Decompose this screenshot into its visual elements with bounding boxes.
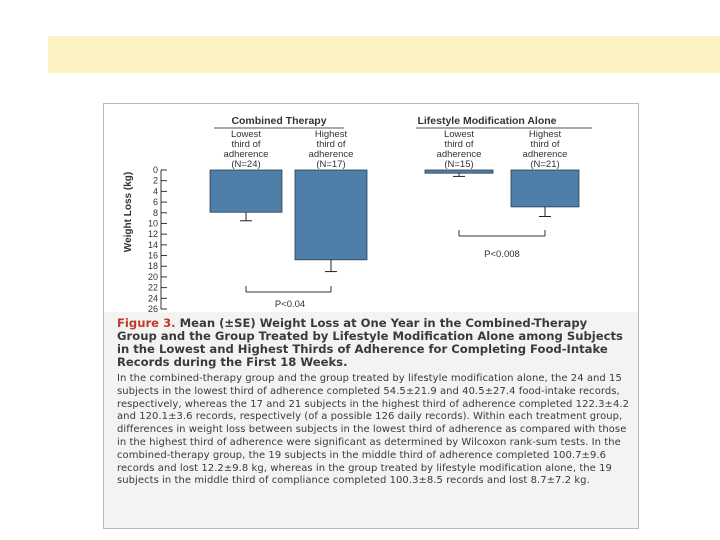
y-tick-label: 0	[152, 165, 158, 175]
y-tick-label: 20	[147, 271, 158, 282]
bar-label-line: adherence	[436, 149, 482, 160]
bar-label-combined-lowest	[224, 129, 269, 170]
caption-body: In the combined-therapy group and the group treated by lifestyle modification alone, the 24 and 15 subjects in the lowest third of adherence completed 54.5±21.9 and 40.5±27.4 food-intake records, respectively, whereas the 17 and 21 subjects in the highest third of adherence completed 122.3±4.2 and 120.1±3.6 records, respectively (of a possible 126 daily records). Within each treatment group, differences in weight loss between subjects in the lowest third of adherence as compared with those in the highest third of adherence were significant as determined by Wilcoxon rank-sum tests. In the combined-therapy group, the 19 subjects in the middle third of adherence completed 100.7±9.6 records and lost 12.2±9.8 kg, whereas in the group treated by lifestyle modification alone, the 19 subjects in the middle third of compliance completed 100.3±8.5 records and lost 8.7±7.2 kg.	[117, 373, 630, 487]
bar-lifestyle-lowest	[425, 170, 493, 173]
bar-combined-highest	[295, 170, 367, 260]
bar-label-line: third of	[316, 139, 346, 150]
p-value-combined: P<0.04	[274, 299, 306, 310]
bar-label-combined-highest	[309, 129, 354, 170]
figure-label: Figure 3.	[117, 316, 176, 330]
bar-label-line: Lowest	[443, 129, 475, 140]
y-tick-label: 22	[147, 282, 158, 293]
group-title-combined-therapy: Combined Therapy	[231, 115, 327, 127]
y-tick-label: 6	[152, 197, 158, 208]
y-tick-label: 10	[147, 218, 158, 229]
caption-title-block	[117, 317, 629, 369]
p-value-lifestyle: P<0.008	[484, 249, 520, 260]
y-axis-label: Weight Loss (kg)	[123, 171, 134, 253]
y-tick-label: 24	[147, 293, 158, 304]
y-tick-label: 26	[147, 304, 158, 312]
bar-label-line: Highest	[528, 129, 562, 140]
y-axis	[148, 165, 167, 312]
bar-label-line: adherence	[223, 149, 269, 160]
bars-layer	[210, 170, 579, 272]
weight-loss-chart	[104, 104, 638, 312]
bar-label-line: (N=17)	[316, 159, 346, 170]
y-tick-label: 4	[152, 186, 158, 197]
bar-combined-lowest	[210, 170, 282, 212]
bar-label-line: Highest	[314, 129, 348, 140]
figure-caption	[117, 317, 629, 488]
slide-accent-band	[48, 36, 720, 73]
bar-lifestyle-highest	[511, 170, 579, 207]
bar-label-line: Lowest	[230, 129, 262, 140]
bar-label-line: third of	[231, 139, 261, 150]
y-tick-label: 2	[152, 175, 158, 186]
figure-panel	[103, 103, 639, 529]
bar-label-line: (N=15)	[444, 159, 474, 170]
significance-brackets	[246, 230, 545, 292]
bar-label-lifestyle-lowest	[437, 129, 482, 170]
y-tick-label: 12	[147, 229, 158, 240]
bar-label-lifestyle-highest	[523, 129, 568, 170]
bar-label-line: (N=21)	[530, 159, 560, 170]
group-title-lifestyle-modification: Lifestyle Modification Alone	[417, 115, 557, 127]
y-tick-label: 8	[152, 207, 158, 218]
bar-label-line: third of	[530, 139, 560, 150]
bar-label-line: third of	[444, 139, 474, 150]
y-tick-label: 16	[147, 250, 158, 261]
y-tick-label: 14	[147, 239, 158, 250]
bar-label-line: adherence	[522, 149, 568, 160]
bar-label-line: adherence	[308, 149, 354, 160]
chart-area	[104, 104, 638, 312]
y-tick-label: 18	[147, 261, 158, 272]
bar-label-line: (N=24)	[231, 159, 261, 170]
caption-title: Mean (±SE) Weight Loss at One Year in the Combined-Therapy Group and the Group Treated by Lifestyle Modification Alone among Subjects in the Lowest and Highest Thirds of Adherence for Completing Food-Intake Records during the First 18 Weeks.	[117, 316, 623, 369]
